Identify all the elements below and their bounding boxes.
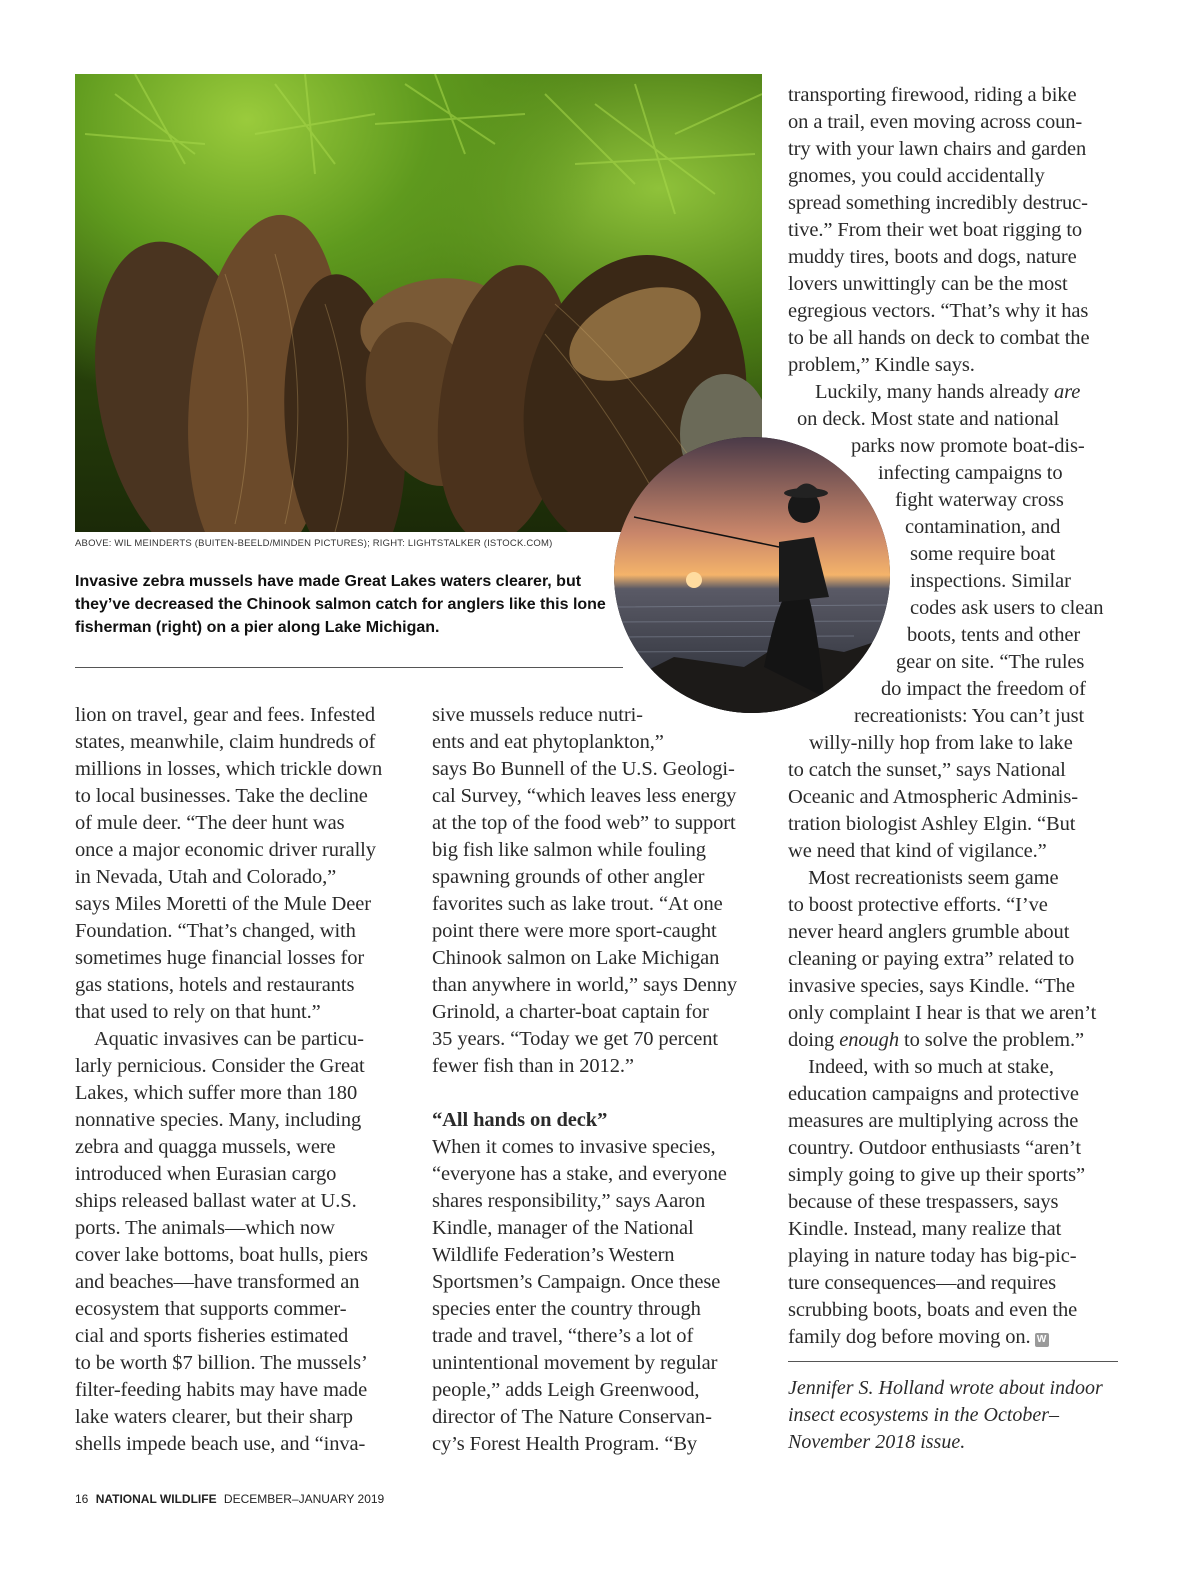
text-line [788, 1027, 1123, 1054]
text-line: spawning grounds of other angler [432, 866, 705, 888]
text-line: tive.” From their wet boat rigging to [788, 219, 1083, 241]
text-line: Most recreationists seem game [788, 867, 1059, 889]
text-line: simply going to give up their sports” [788, 1164, 1085, 1186]
text-line: sometimes huge financial losses for [75, 947, 365, 969]
text-line: says Bo Bunnell of the U.S. Geologi- [432, 758, 735, 780]
text-line: gnomes, you could accidentally [788, 165, 1045, 187]
spacer [432, 1080, 767, 1107]
text-line: Indeed, with so much at stake, [788, 1056, 1054, 1078]
article-column-1 [75, 702, 410, 1458]
text-line: egregious vectors. “That’s why it has [788, 300, 1089, 322]
text-line: cy’s Forest Health Program. “By [432, 1433, 698, 1455]
text-line: trade and travel, “there’s a lot of [432, 1325, 694, 1347]
text-line: in Nevada, Utah and Colorado,” [75, 866, 337, 888]
zebra-mussels-photo [75, 74, 762, 532]
text-line [788, 1324, 1123, 1351]
text-line: scrubbing boots, boats and even the [788, 1299, 1078, 1321]
text-line: on deck. Most state and national [797, 408, 1060, 430]
emphasis-text: enough [839, 1029, 899, 1051]
text-line: country. Outdoor enthusiasts “aren’t [788, 1137, 1082, 1159]
text-line: point there were more sport-caught [432, 920, 717, 942]
text-line: people,” adds Leigh Greenwood, [432, 1379, 700, 1401]
text-fragment: to solve the problem.” [898, 1029, 1084, 1051]
text-line: 35 years. “Today we get 70 percent [432, 1028, 719, 1050]
text-line: ports. The animals—which now [75, 1217, 335, 1239]
text-line: transporting firewood, riding a bike [788, 84, 1077, 106]
text-line: on a trail, even moving across coun- [788, 111, 1083, 133]
text-line: muddy tires, boots and dogs, nature [788, 246, 1077, 268]
text-line: Sportsmen’s Campaign. Once these [432, 1271, 721, 1293]
text-line: millions in losses, which trickle down [75, 758, 383, 780]
text-line: to catch the sunset,” says National [788, 759, 1066, 781]
text-line: When it comes to invasive species, [432, 1136, 716, 1158]
bio-divider [788, 1361, 1118, 1362]
article-column-2 [432, 702, 767, 1458]
text-line: contamination, and [905, 516, 1061, 538]
text-line: tration biologist Ashley Elgin. “But [788, 813, 1076, 835]
text-line: only complaint I hear is that we aren’t [788, 1002, 1097, 1024]
text-line: larly pernicious. Consider the Great [75, 1055, 365, 1077]
text-line: to local businesses. Take the decline [75, 785, 368, 807]
text-line: we need that kind of vigilance.” [788, 840, 1047, 862]
text-line: fewer fish than in 2012.” [432, 1055, 634, 1077]
magazine-name: NATIONAL WILDLIFE [95, 1492, 217, 1506]
text-line: lion on travel, gear and fees. Infested [75, 704, 376, 726]
text-line: never heard anglers grumble about [788, 921, 1070, 943]
text-line: codes ask users to clean [910, 597, 1104, 619]
text-line: because of these trespassers, says [788, 1191, 1059, 1213]
text-line: favorites such as lake trout. “At one [432, 893, 723, 915]
text-line: playing in nature today has big-pic- [788, 1245, 1077, 1267]
text-line: introduced when Eurasian cargo [75, 1163, 337, 1185]
text-line: education campaigns and protective [788, 1083, 1079, 1105]
section-subhead: “All hands on deck” [432, 1109, 608, 1131]
text-line: nonnative species. Many, including [75, 1109, 362, 1131]
article-column-3 [788, 82, 1123, 1351]
text-line: shells impede beach use, and “inva- [75, 1433, 366, 1455]
text-line: Kindle, manager of the National [432, 1217, 694, 1239]
text-line: to be all hands on deck to combat the [788, 327, 1090, 349]
text-line: director of The Nature Conservan- [432, 1406, 712, 1428]
text-line: cleaning or paying extra” related to [788, 948, 1075, 970]
page-footer [75, 1492, 384, 1506]
text-line: infecting campaigns to [878, 462, 1063, 484]
text-fragment: family dog before moving on. [788, 1326, 1031, 1348]
text-line: ents and eat phytoplankton,” [432, 731, 664, 753]
text-line: zebra and quagga mussels, were [75, 1136, 336, 1158]
zebra-mussels-illustration [75, 74, 762, 532]
text-line: cal Survey, “which leaves less energy [432, 785, 737, 807]
photo-caption: Invasive zebra mussels have made Great Lakes waters clearer, but they’ve decreased the Chinook salmon catch for anglers like this lone fisherman (right) on a pier along Lake Michigan. [75, 573, 606, 636]
text-line: than anywhere in world,” says Denny [432, 974, 738, 996]
text-line: big fish like salmon while fouling [432, 839, 706, 861]
text-line: problem,” Kindle says. [788, 354, 975, 376]
text-line: do impact the freedom of [881, 678, 1086, 700]
text-line: measures are multiplying across the [788, 1110, 1079, 1132]
emphasis-text: are [1053, 381, 1081, 403]
text-line: boots, tents and other [907, 624, 1081, 646]
caption-divider [75, 667, 623, 668]
photo-credit: ABOVE: WIL MEINDERTS (BUITEN-BEELD/MINDEN PICTURES); RIGHT: LIGHTSTALKER (ISTOCK.COM) [75, 538, 553, 549]
text-line: cover lake bottoms, boat hulls, piers [75, 1244, 368, 1266]
text-line [788, 379, 1123, 406]
text-line: of mule deer. “The deer hunt was [75, 812, 345, 834]
text-line: Aquatic invasives can be particu- [75, 1028, 364, 1050]
text-line: filter-feeding habits may have made [75, 1379, 368, 1401]
text-line: gas stations, hotels and restaurants [75, 974, 355, 996]
text-line: gear on site. “The rules [896, 651, 1085, 673]
text-fragment: doing [788, 1029, 840, 1051]
text-line: to boost protective efforts. “I’ve [788, 894, 1048, 916]
text-line: try with your lawn chairs and garden [788, 138, 1087, 160]
text-line: Grinold, a charter-boat captain for [432, 1001, 709, 1023]
text-line: spread something incredibly destruc- [788, 192, 1088, 214]
text-line: lake waters clearer, but their sharp [75, 1406, 353, 1428]
text-line: “everyone has a stake, and everyone [432, 1163, 727, 1185]
text-line: recreationists: You can’t just [854, 705, 1085, 727]
text-line: and beaches—have transformed an [75, 1271, 360, 1293]
author-bio: Jennifer S. Holland wrote about indoor insect ecosystems in the October–November 2018 issue. [788, 1377, 1103, 1453]
text-line: fight waterway cross [895, 489, 1064, 511]
text-line: invasive species, says Kindle. “The [788, 975, 1075, 997]
text-line: shares responsibility,” says Aaron [432, 1190, 706, 1212]
page-number: 16 [75, 1492, 89, 1506]
text-line: ecosystem that supports commer- [75, 1298, 347, 1320]
text-line: Oceanic and Atmospheric Adminis- [788, 786, 1078, 808]
text-line: states, meanwhile, claim hundreds of [75, 731, 376, 753]
text-line: ture consequences—and requires [788, 1272, 1056, 1294]
text-line: Chinook salmon on Lake Michigan [432, 947, 720, 969]
text-line: species enter the country through [432, 1298, 701, 1320]
text-line: Wildlife Federation’s Western [432, 1244, 675, 1266]
text-line: says Miles Moretti of the Mule Deer [75, 893, 371, 915]
text-line: Kindle. Instead, many realize that [788, 1218, 1062, 1240]
text-line: Lakes, which suffer more than 180 [75, 1082, 358, 1104]
text-line: lovers unwittingly can be the most [788, 273, 1068, 295]
text-line: inspections. Similar [910, 570, 1071, 592]
text-fragment: Luckily, many hands already [815, 381, 1054, 403]
text-line: some require boat [910, 543, 1056, 565]
text-line: at the top of the food web” to support [432, 812, 736, 834]
text-line: once a major economic driver rurally [75, 839, 376, 861]
text-line: that used to rely on that hunt.” [75, 1001, 321, 1023]
issue-date: DECEMBER–JANUARY 2019 [223, 1492, 385, 1506]
text-line: willy-nilly hop from lake to lake [809, 732, 1073, 754]
text-line: ships released ballast water at U.S. [75, 1190, 357, 1212]
end-mark-icon: W [1035, 1333, 1049, 1347]
text-line: to be worth $7 billion. The mussels’ [75, 1352, 368, 1374]
text-line: unintentional movement by regular [432, 1352, 718, 1374]
text-line: Foundation. “That’s changed, with [75, 920, 356, 942]
text-line: cial and sports fisheries estimated [75, 1325, 349, 1347]
text-line: parks now promote boat-dis- [851, 435, 1085, 457]
text-line: sive mussels reduce nutri- [432, 704, 643, 726]
